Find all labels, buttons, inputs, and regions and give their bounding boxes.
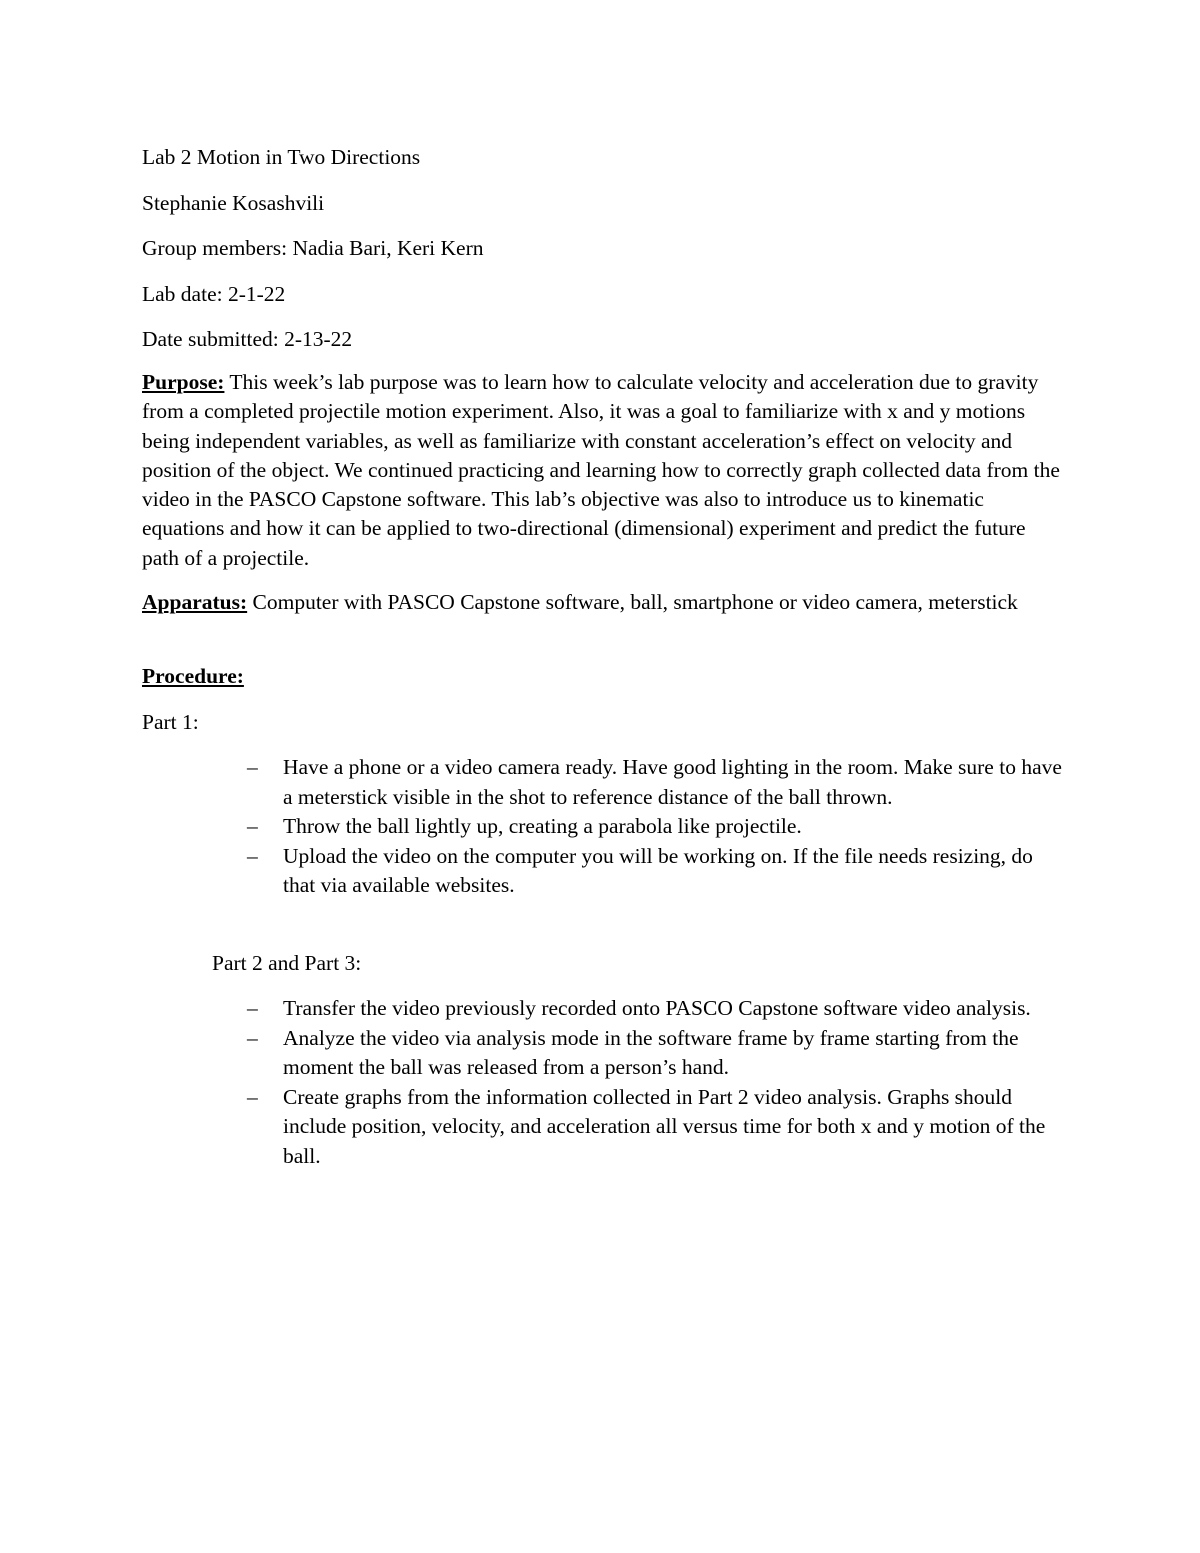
step-text: Have a phone or a video camera ready. Have good lighting in the room. Make sure to have a meterstick visible in the shot to reference distance of the ball thrown. [283,755,1062,809]
list-item [247,994,1062,1024]
list-item [247,812,1062,842]
apparatus-text: Computer with PASCO Capstone software, ball, smartphone or video camera, meterstick [247,590,1018,614]
lab-date: Lab date: 2-1-22 [142,282,286,306]
step-text: Analyze the video via analysis mode in the software frame by frame starting from the moment the ball was released from a person’s hand. [283,1025,1019,1079]
dash-bullet-icon: – [247,1084,258,1109]
list-item [247,753,1062,812]
list-item [247,1024,1062,1083]
part1-label: Part 1: [142,710,199,734]
dash-bullet-icon: – [247,843,258,868]
dash-bullet-icon: – [247,814,258,838]
document-title: Lab 2 Motion in Two Directions [142,145,421,169]
purpose-text: This week’s lab purpose was to learn how to calculate velocity and acceleration due to gravity from a completed projectile motion experiment. Also, it was a goal to familiarize with x and y motions being independent variables, as well as familiarize with constant acceleration’s effect on velocity and position of the object. We continued practicing and learning how to correctly graph collected data from the video in the PASCO Capstone software. This lab’s objective was also to introduce us to kinematic equations and how it can be applied to two-directional (dimensional) experiment and predict the future path of a projectile. [142,370,1060,570]
list-item [247,1083,1062,1172]
date-submitted: Date submitted: 2-13-22 [142,327,353,351]
dash-bullet-icon: – [247,1025,258,1050]
step-text: Throw the ball lightly up, creating a parabola like projectile. [283,814,802,838]
apparatus-section [142,588,1062,617]
step-text: Upload the video on the computer you will be working on. If the file needs resizing, do that via available websites. [283,843,1033,897]
list-item [247,842,1062,901]
part23-steps [247,994,1062,1171]
step-text: Transfer the video previously recorded onto PASCO Capstone software video analysis. [283,996,1031,1020]
purpose-section [142,368,1062,573]
author-name: Stephanie Kosashvili [142,191,325,215]
dash-bullet-icon: – [247,755,258,779]
procedure-heading: Procedure: [142,664,244,688]
apparatus-heading: Apparatus: [142,590,248,614]
part1-steps [247,753,1062,901]
group-members: Group members: Nadia Bari, Keri Kern [142,236,484,260]
dash-bullet-icon: – [247,996,258,1020]
part23-label: Part 2 and Part 3: [212,951,362,975]
purpose-heading: Purpose: [142,370,225,394]
step-text: Create graphs from the information collected in Part 2 video analysis. Graphs should include position, velocity, and acceleration all versus time for both x and y motion of the ball. [283,1084,1046,1168]
